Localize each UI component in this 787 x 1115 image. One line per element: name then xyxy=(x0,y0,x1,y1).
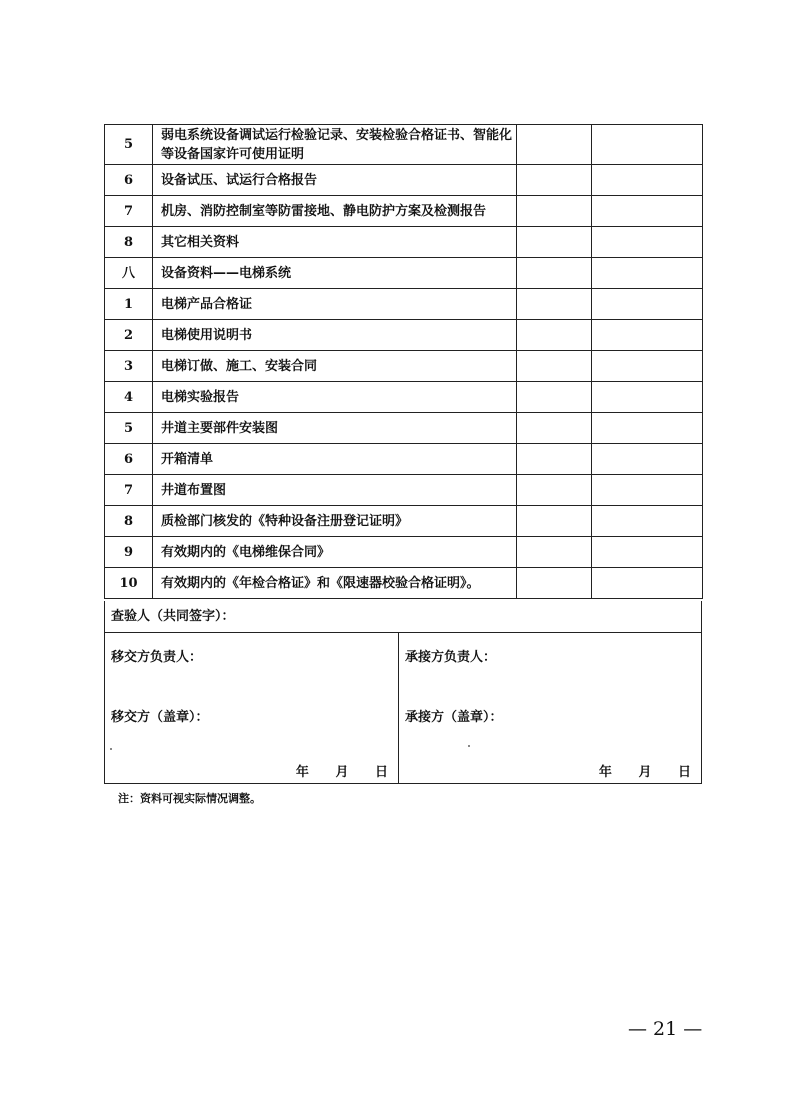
table-row xyxy=(105,568,703,599)
row-item: 电梯订做、施工、安装合同 xyxy=(153,351,517,382)
year-label: 年 xyxy=(598,765,612,780)
receiver-date xyxy=(599,761,691,780)
table-row xyxy=(105,165,703,196)
table-row xyxy=(105,537,703,568)
row-blank-cell xyxy=(517,506,592,537)
row-item: 电梯实验报告 xyxy=(153,382,517,413)
row-item: 电梯产品合格证 xyxy=(153,289,517,320)
row-number: 6 xyxy=(105,165,153,196)
table-row xyxy=(105,413,703,444)
table-row xyxy=(105,444,703,475)
table-row xyxy=(105,475,703,506)
row-blank-cell xyxy=(592,125,703,165)
row-item: 弱电系统设备调试运行检验记录、安装检验合格证书、智能化等设备国家许可使用证明 xyxy=(153,125,517,165)
transferor-column xyxy=(105,633,399,784)
table-row xyxy=(105,506,703,537)
row-number: 8 xyxy=(105,506,153,537)
page-number: — 21 — xyxy=(628,1018,703,1040)
row-blank-cell xyxy=(517,320,592,351)
row-item: 其它相关资料 xyxy=(153,227,517,258)
row-number: 8 xyxy=(105,227,153,258)
row-blank-cell xyxy=(592,227,703,258)
row-number: 7 xyxy=(105,475,153,506)
row-blank-cell xyxy=(517,227,592,258)
day-label: 日 xyxy=(677,765,691,780)
row-blank-cell xyxy=(592,196,703,227)
row-blank-cell xyxy=(517,413,592,444)
row-blank-cell xyxy=(517,568,592,599)
row-item: 开箱清单 xyxy=(153,444,517,475)
row-blank-cell xyxy=(592,506,703,537)
row-blank-cell xyxy=(517,125,592,165)
row-item: 有效期内的《年检合格证》和《限速器校验合格证明》。 xyxy=(153,568,517,599)
row-blank-cell xyxy=(517,382,592,413)
transferor-responsible-label: 移交方负责人： xyxy=(111,650,203,665)
row-blank-cell xyxy=(592,382,703,413)
row-blank-cell xyxy=(517,475,592,506)
signoff-section xyxy=(104,601,702,784)
receiver-column xyxy=(399,633,701,784)
scan-speck xyxy=(110,748,112,750)
row-item: 电梯使用说明书 xyxy=(153,320,517,351)
table-row xyxy=(105,125,703,165)
table-row xyxy=(105,382,703,413)
month-label: 月 xyxy=(638,765,652,780)
table-row xyxy=(105,227,703,258)
row-item: 有效期内的《电梯维保合同》 xyxy=(153,537,517,568)
receiver-seal-label: 承接方（盖章）： xyxy=(405,710,503,725)
row-number: 3 xyxy=(105,351,153,382)
row-blank-cell xyxy=(592,413,703,444)
row-blank-cell xyxy=(517,289,592,320)
year-label: 年 xyxy=(295,765,309,780)
row-number: 7 xyxy=(105,196,153,227)
inspectors-signature-field: 查验人（共同签字）： xyxy=(105,601,701,633)
footnote: 注：资料可视实际情况调整。 xyxy=(118,792,261,805)
row-blank-cell xyxy=(517,196,592,227)
documents-table xyxy=(104,124,703,599)
scan-speck xyxy=(468,745,470,747)
section-header-row xyxy=(105,258,703,289)
row-blank-cell xyxy=(517,537,592,568)
row-blank-cell xyxy=(592,537,703,568)
row-blank-cell xyxy=(517,258,592,289)
table-row xyxy=(105,320,703,351)
row-blank-cell xyxy=(592,351,703,382)
row-blank-cell xyxy=(592,475,703,506)
row-item: 机房、消防控制室等防雷接地、静电防护方案及检测报告 xyxy=(153,196,517,227)
row-blank-cell xyxy=(517,444,592,475)
table-row xyxy=(105,289,703,320)
row-number: 10 xyxy=(105,568,153,599)
row-blank-cell xyxy=(592,320,703,351)
row-number: 八 xyxy=(105,258,153,289)
table-row xyxy=(105,196,703,227)
transferor-seal-label: 移交方（盖章）： xyxy=(111,710,209,725)
row-item: 设备试压、试运行合格报告 xyxy=(153,165,517,196)
row-number: 6 xyxy=(105,444,153,475)
row-number: 4 xyxy=(105,382,153,413)
row-number: 9 xyxy=(105,537,153,568)
row-number: 5 xyxy=(105,413,153,444)
row-number: 1 xyxy=(105,289,153,320)
row-item: 井道布置图 xyxy=(153,475,517,506)
receiver-responsible-label: 承接方负责人： xyxy=(405,650,497,665)
row-blank-cell xyxy=(592,165,703,196)
month-label: 月 xyxy=(335,765,349,780)
day-label: 日 xyxy=(374,765,388,780)
transferor-date xyxy=(296,761,388,780)
row-blank-cell xyxy=(592,258,703,289)
row-blank-cell xyxy=(592,568,703,599)
table-row xyxy=(105,351,703,382)
row-number: 5 xyxy=(105,125,153,165)
row-blank-cell xyxy=(592,444,703,475)
row-item: 质检部门核发的《特种设备注册登记证明》 xyxy=(153,506,517,537)
row-item: 设备资料——电梯系统 xyxy=(153,258,517,289)
row-blank-cell xyxy=(592,289,703,320)
row-blank-cell xyxy=(517,351,592,382)
row-blank-cell xyxy=(517,165,592,196)
row-item: 井道主要部件安装图 xyxy=(153,413,517,444)
row-number: 2 xyxy=(105,320,153,351)
